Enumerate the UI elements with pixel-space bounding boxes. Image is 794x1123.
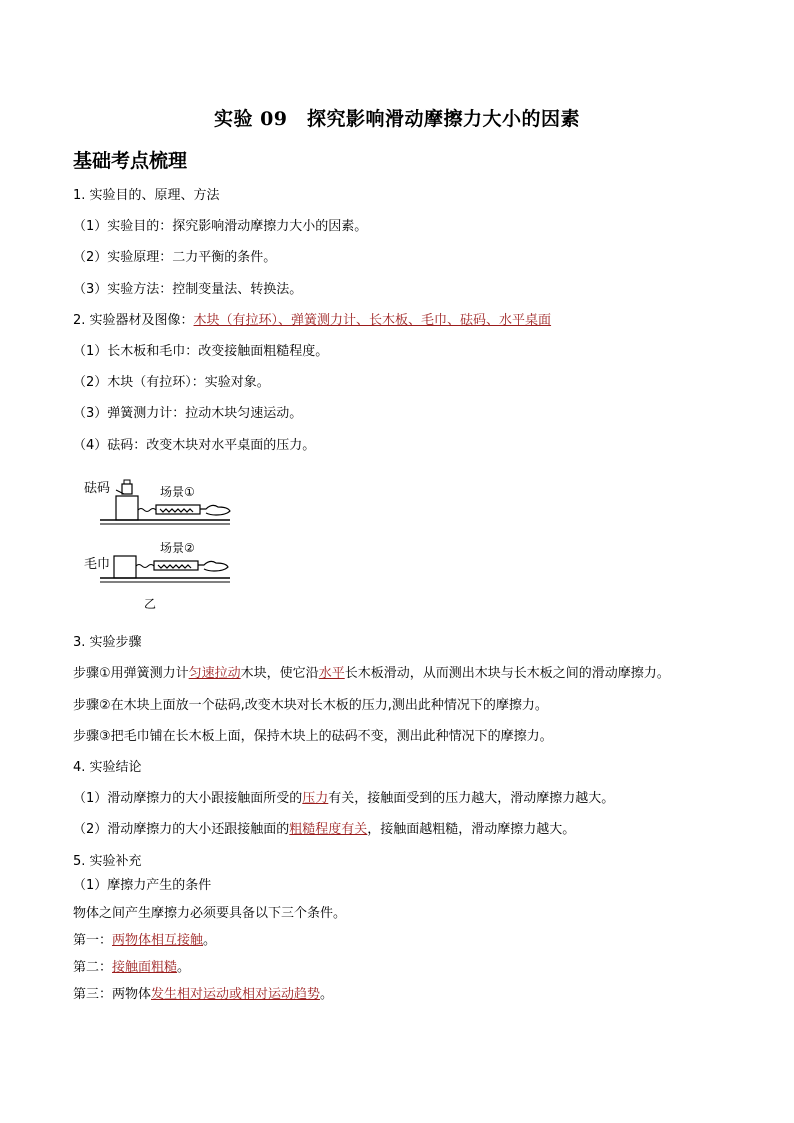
s2-heading [73, 312, 551, 330]
s5-second-prefix: 第二： [73, 960, 113, 975]
figure-label-weight: 砝码 [84, 481, 111, 496]
pull-string-1 [138, 509, 156, 512]
figure-pointer-line [116, 490, 124, 494]
s3-step1-answer-1: 匀速拉动 [188, 666, 241, 681]
wood-block-1 [116, 496, 138, 520]
s1-item: （1）实验目的：探究影响滑动摩擦力大小的因素。 [73, 219, 368, 234]
figure-caption: 乙 [144, 597, 157, 611]
s3-step1-b: 木块，使它沿 [240, 666, 319, 681]
spring-coil-1 [160, 509, 193, 512]
s4-c1-answer: 压力 [302, 791, 329, 806]
s1-item: （2）实验原理：二力平衡的条件。 [73, 250, 277, 265]
s3-step1-a: 步骤①用弹簧测力计 [73, 666, 189, 681]
s2-materials-answer: 木块（有拉环）、弹簧测力计、长木板、毛巾、砝码、水平桌面 [193, 313, 552, 328]
s4-heading: 4. 实验结论 [73, 760, 142, 775]
hand-1 [200, 505, 230, 515]
experiment-figure [80, 476, 250, 616]
s4-conclusion-1 [73, 790, 614, 808]
s1-heading: 1. 实验目的、原理、方法 [73, 188, 220, 203]
figure-label-towel: 毛巾 [84, 557, 111, 572]
s5-third-prefix: 第三：两物体 [73, 987, 152, 1002]
s4-c1-b: 有关，接触面受到的压力越大，滑动摩擦力越大。 [328, 791, 615, 806]
s3-step1-answer-2: 水平 [318, 666, 345, 681]
s1-item: （3）实验方法：控制变量法、转换法。 [73, 282, 303, 297]
s2-item: （4）砝码：改变木块对水平桌面的压力。 [73, 438, 316, 453]
s5-second-end: 。 [177, 960, 191, 975]
s2-item: （1）长木板和毛巾：改变接触面粗糙程度。 [73, 344, 329, 359]
page-title: 实验 09 探究影响滑动摩擦力大小的因素 [213, 108, 581, 130]
s5-first-prefix: 第一： [73, 933, 113, 948]
s3-step1-c: 长木板滑动，从而测出木块与长木板之间的滑动摩擦力。 [344, 666, 670, 681]
s5-third-answer: 发生相对运动或相对运动趋势 [151, 987, 321, 1002]
s5-first-end: 。 [203, 933, 217, 948]
figure-label-scene2: 场景② [160, 541, 195, 555]
figure-label-scene1: 场景① [160, 485, 195, 499]
s5-second-answer: 接触面粗糙 [112, 960, 178, 975]
s5-intro: 物体之间产生摩擦力必须要具备以下三个条件。 [73, 906, 347, 921]
hand-2 [198, 561, 228, 571]
s4-c2-a: （2）滑动摩擦力的大小还跟接触面的 [73, 822, 290, 837]
pull-string-2 [136, 565, 154, 568]
s3-step3: 步骤③把毛巾铺在长木板上面，保持木块上的砝码不变，测出此种情况下的摩擦力。 [73, 729, 553, 744]
section-heading: 基础考点梳理 [73, 150, 188, 172]
s5-condition-1 [73, 932, 216, 950]
s3-step2: 步骤②在木块上面放一个砝码,改变木块对长木板的压力,测出此种情况下的摩擦力。 [73, 698, 548, 713]
s4-conclusion-2 [73, 821, 575, 839]
s3-step1 [73, 665, 670, 683]
s5-sub: （1）摩擦力产生的条件 [73, 878, 212, 893]
s4-c2-b: ，接触面越粗糙，滑动摩擦力越大。 [367, 822, 576, 837]
s4-c1-a: （1）滑动摩擦力的大小跟接触面所受的 [73, 791, 303, 806]
s4-c2-answer: 粗糙程度有关 [289, 822, 368, 837]
spring-coil-2 [158, 565, 191, 568]
s2-item: （3）弹簧测力计：拉动木块匀速运动。 [73, 406, 303, 421]
weight-shape [122, 484, 132, 494]
s3-heading: 3. 实验步骤 [73, 635, 142, 650]
s5-first-answer: 两物体相互接触 [112, 933, 204, 948]
wood-block-2 [114, 556, 136, 578]
s5-third-end: 。 [320, 987, 334, 1002]
weight-knob [124, 480, 130, 484]
s5-heading: 5. 实验补充 [73, 854, 142, 869]
s5-condition-3 [73, 986, 333, 1004]
s2-item: （2）木块（有拉环）：实验对象。 [73, 375, 270, 390]
s2-heading-prefix: 2. 实验器材及图像： [73, 313, 194, 328]
s5-condition-2 [73, 959, 190, 977]
